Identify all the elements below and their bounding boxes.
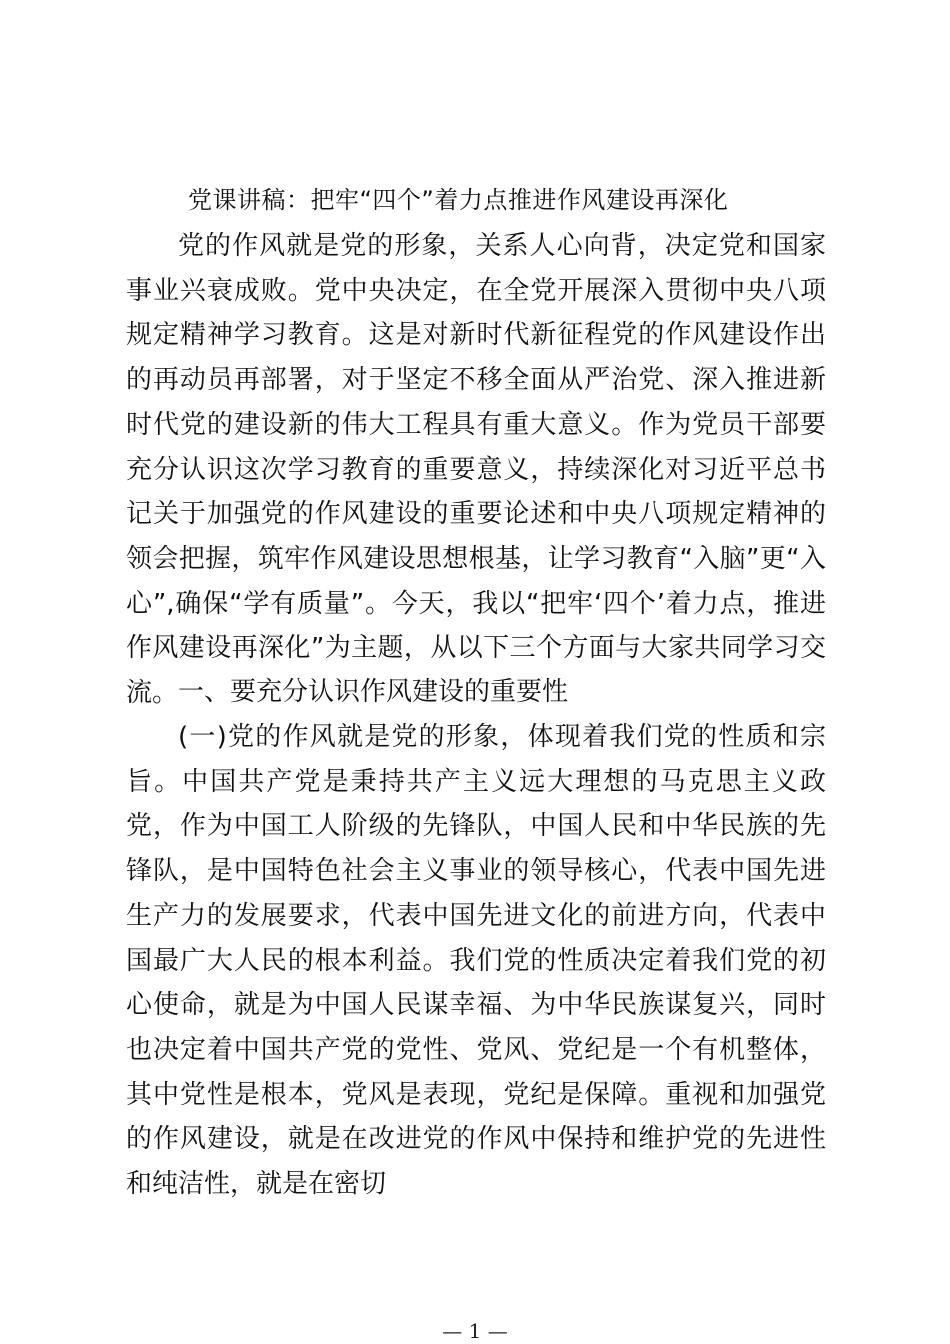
page-number: — 1 — <box>442 1319 508 1343</box>
document-title: 党课讲稿：把牢“四个”着力点推进作风建设再深化 <box>188 186 729 214</box>
paragraph-subsection-1: (一)党的作风就是党的形象，体现着我们党的性质和宗旨。中国共产党是秉持共产主义远大理想的马克思主义政党，作为中国工人阶级的先锋队，中国人民和中华民族的先锋队，是中国特色社会主义事业的领导核心，代表中国先进生产力的发展要求，代表中国先进文化的前进方向，代表中国最广大人民的根本利益。我们党的性质决定着我们党的初心使命，就是为中国人民谋幸福、为中华民族谋复兴，同时也决定着中国共产党的党性、党风、党纪是一个有机整体，其中党性是根本，党风是表现，党纪是保障。重视和加强党的作风建设，就是在改进党的作风中保持和维护党的先进性和纯洁性，就是在密切 <box>126 722 826 1200</box>
section-heading-1: 一、要充分认识作风建设的重要性 <box>178 677 569 707</box>
paragraph-intro: 党的作风就是党的形象，关系人心向背，决定党和国家事业兴衰成败。党中央决定，在全党开展深入贯彻中央八项规定精神学习教育。这是对新时代新征程党的作风建设作出的再动员再部署，对于坚定不移全面从严治党、深入推进新时代党的建设新的伟大工程具有重大意义。作为党员干部要充分认识这次学习教育的重要意义，持续深化对习近平总书记关于加强党的作风建设的重要论述和中央八项规定精神的领会把握，筑牢作风建设思想根基，让学习教育“入脑”更“入心”,确保“学有质量”。今天，我以“把牢‘四个’着力点，推进作风建设再深化”为主题，从以下三个方面与大家共同学习交流。 <box>126 231 826 709</box>
